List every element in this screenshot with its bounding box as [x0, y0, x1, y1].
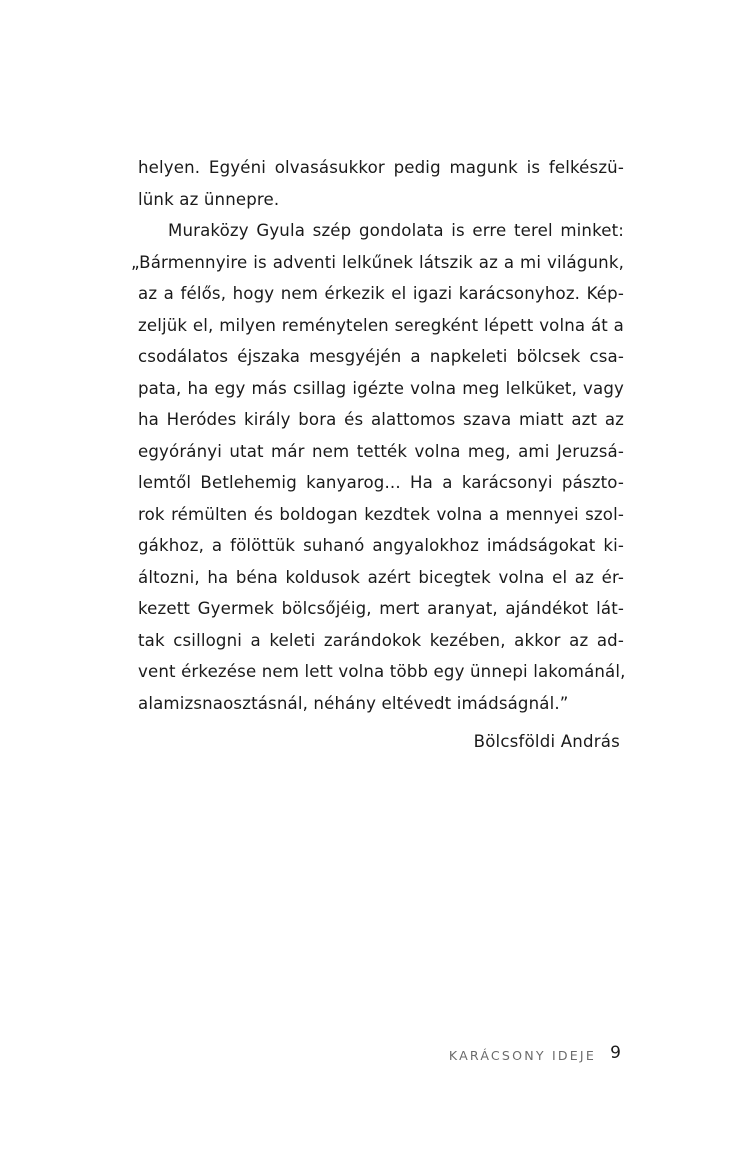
text-line: vent érkezése nem lett volna több egy ünnepi lakománál, [138, 662, 626, 681]
text-line: „Bármennyire is adventi lelkűnek látszik az a mi világunk, [131, 252, 624, 272]
text-line: az a félős, hogy nem érkezik el igazi karácsonyhoz. Kép- [138, 284, 624, 303]
text-line: lemtől Betlehemig kanyarog... Ha a karácsonyi pászto- [138, 473, 624, 492]
text-line: gákhoz, a fölöttük suhanó angyalokhoz imádságokat ki- [138, 536, 624, 555]
text-line: ha Heródes király bora és alattomos szava miatt azt az [138, 410, 624, 429]
text-line: helyen. Egyéni olvasásukkor pedig magunk is felkészü- [138, 158, 624, 177]
text-line: alamizsnaosztásnál, néhány eltévedt imádságnál.” [138, 693, 569, 713]
text-line: áltozni, ha béna koldusok azért bicegtek volna el az ér- [138, 567, 624, 587]
text-line: pata, ha egy más csillag igézte volna meg lelküket, vagy [138, 378, 624, 398]
text-line: rok rémülten és boldogan kezdtek volna a mennyei szol- [138, 504, 624, 524]
text-line: zeljük el, milyen reménytelen seregként lépett volna át a [138, 315, 624, 335]
text-line: Muraközy Gyula szép gondolata is erre terel minket: [168, 221, 624, 240]
page-footer [0, 1040, 738, 1074]
text-line: tak csillogni a keleti zarándokok kezében, akkor az ad- [138, 630, 624, 650]
author-signature: Bölcsföldi András [473, 732, 620, 751]
text-line: kezett Gyermek bölcsőjéig, mert aranyat, ajándékot lát- [138, 599, 624, 618]
text-line: csodálatos éjszaka mesgyéjén a napkeleti bölcsek csa- [138, 347, 624, 366]
text-line: lünk az ünnepre. [138, 189, 280, 209]
page-number: 9 [610, 1043, 621, 1063]
body-text [131, 152, 624, 719]
running-head: KARÁCSONY IDEJE [448, 1048, 596, 1063]
text-line: egyórányi utat már nem tették volna meg, ami Jeruzsá- [138, 441, 624, 461]
